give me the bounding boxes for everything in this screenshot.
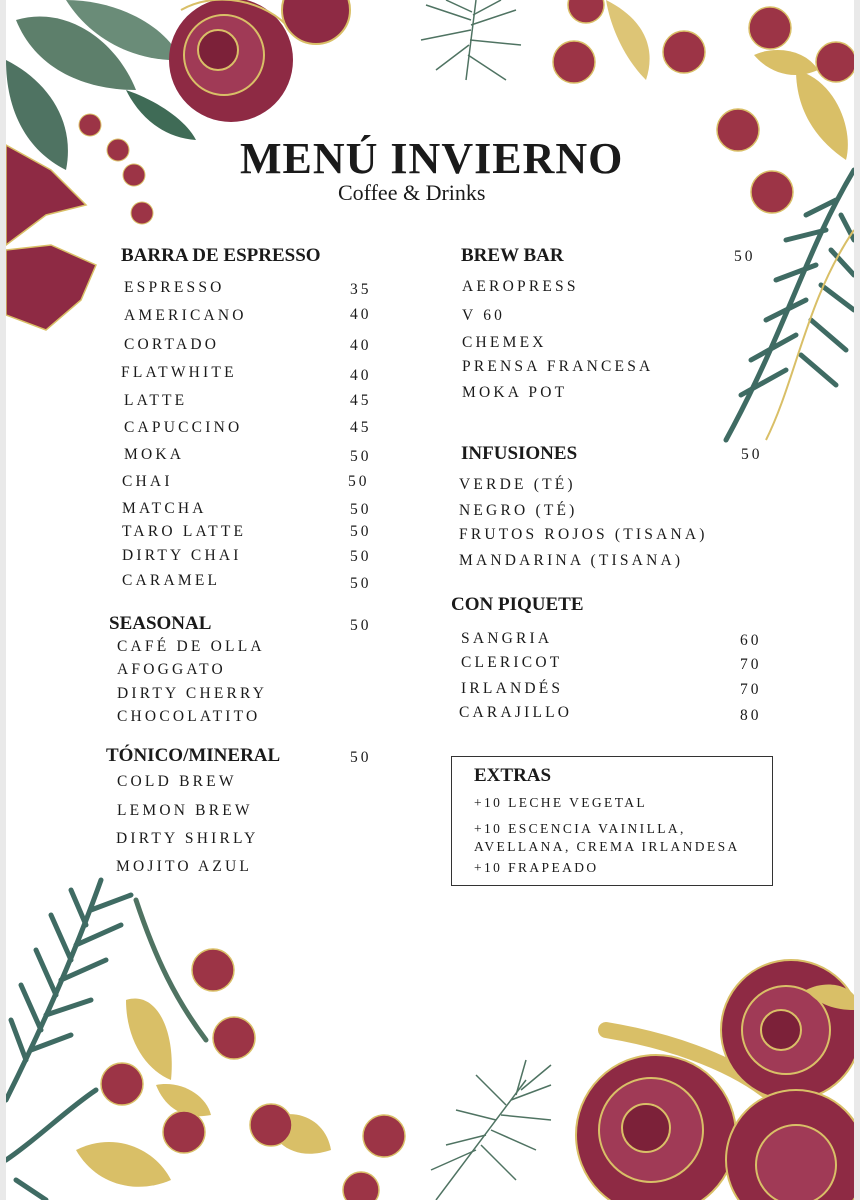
menu-item-name: CORTADO bbox=[124, 336, 220, 353]
menu-item-name: AFOGGATO bbox=[117, 661, 226, 678]
berries-top-left bbox=[79, 114, 153, 224]
menu-item-price: 40 bbox=[350, 306, 372, 323]
extras-line: +10 ESCENCIA VAINILLA, bbox=[474, 821, 686, 836]
menu-item-name: CHEMEX bbox=[462, 334, 547, 351]
menu-item-price: 70 bbox=[740, 681, 762, 698]
menu-item-price: 40 bbox=[350, 367, 372, 384]
roses-bottom-right bbox=[576, 960, 854, 1200]
menu-item-name: ESPRESSO bbox=[124, 279, 225, 296]
section-heading-extras: EXTRAS bbox=[474, 765, 552, 786]
menu-item-price: 50 bbox=[348, 473, 370, 490]
menu-item-name: MOJITO AZUL bbox=[116, 858, 253, 875]
section-heading-tonico: TÓNICO/MINERAL bbox=[106, 745, 281, 766]
menu-item-name: TARO LATTE bbox=[122, 523, 247, 540]
menu-item-price: 50 bbox=[350, 548, 372, 565]
menu-item-name: CAPUCCINO bbox=[124, 419, 243, 436]
menu-item-name: DIRTY CHAI bbox=[122, 547, 242, 564]
menu-item-name: MOKA POT bbox=[462, 384, 568, 401]
menu-item-name: SANGRIA bbox=[461, 630, 553, 647]
extras-line: +10 LECHE VEGETAL bbox=[474, 795, 648, 810]
menu-item-name: CAFÉ DE OLLA bbox=[117, 638, 265, 655]
rose-top-left bbox=[169, 0, 350, 122]
section-price-seasonal: 50 bbox=[350, 617, 372, 634]
menu-item-name: FRUTOS ROJOS (TISANA) bbox=[459, 526, 708, 543]
menu-item-price: 80 bbox=[740, 707, 762, 724]
menu-item-name: CHAI bbox=[122, 473, 173, 490]
lily-flowers-left bbox=[6, 145, 96, 330]
menu-item-name: CARAMEL bbox=[122, 572, 221, 589]
section-heading-seasonal: SEASONAL bbox=[109, 613, 212, 634]
menu-item-price: 35 bbox=[350, 281, 372, 298]
menu-item-price: 45 bbox=[350, 392, 372, 409]
menu-item-name: AEROPRESS bbox=[462, 278, 579, 295]
section-price-brew-bar: 50 bbox=[734, 248, 756, 265]
menu-item-name: PRENSA FRANCESA bbox=[462, 358, 654, 375]
section-price-tonico: 50 bbox=[350, 749, 372, 766]
extras-line: +10 FRAPEADO bbox=[474, 860, 599, 875]
section-heading-con-piquete: CON PIQUETE bbox=[451, 594, 584, 615]
menu-item-name: VERDE (TÉ) bbox=[459, 476, 576, 493]
section-heading-espresso: BARRA DE ESPRESSO bbox=[121, 245, 321, 266]
extras-box bbox=[451, 756, 773, 886]
section-price-infusiones: 50 bbox=[741, 446, 763, 463]
menu-page bbox=[6, 0, 854, 1200]
pine-branch-top bbox=[421, 0, 521, 80]
menu-item-name: LATTE bbox=[124, 392, 188, 409]
section-heading-infusiones: INFUSIONES bbox=[461, 443, 578, 464]
menu-item-name: DIRTY SHIRLY bbox=[116, 830, 259, 847]
menu-item-name: LEMON BREW bbox=[117, 802, 253, 819]
menu-item-name: DIRTY CHERRY bbox=[117, 685, 268, 702]
menu-item-name: FLATWHITE bbox=[121, 364, 237, 381]
menu-item-price: 40 bbox=[350, 337, 372, 354]
menu-item-price: 50 bbox=[350, 448, 372, 465]
menu-item-name: COLD BREW bbox=[117, 773, 237, 790]
menu-item-name: MANDARINA (TISANA) bbox=[459, 552, 684, 569]
section-heading-brew-bar: BREW BAR bbox=[461, 245, 564, 266]
extras-line: AVELLANA, CREMA IRLANDESA bbox=[474, 839, 740, 854]
menu-item-name: CHOCOLATITO bbox=[117, 708, 261, 725]
menu-item-name: AMERICANO bbox=[124, 307, 247, 324]
menu-item-name: CLERICOT bbox=[461, 654, 563, 671]
menu-item-price: 70 bbox=[740, 656, 762, 673]
menu-item-name: MATCHA bbox=[122, 500, 207, 517]
menu-item-name: V 60 bbox=[462, 307, 506, 324]
menu-item-name: IRLANDÉS bbox=[461, 680, 564, 697]
menu-item-price: 50 bbox=[350, 523, 372, 540]
fern-right bbox=[726, 170, 854, 440]
holly-leaves-top-left bbox=[6, 0, 196, 170]
menu-title: MENÚ INVIERNO bbox=[240, 134, 624, 183]
menu-item-price: 45 bbox=[350, 419, 372, 436]
menu-item-price: 50 bbox=[350, 575, 372, 592]
menu-item-price: 60 bbox=[740, 632, 762, 649]
menu-subtitle: Coffee & Drinks bbox=[338, 180, 486, 205]
menu-item-name: CARAJILLO bbox=[459, 704, 573, 721]
menu-item-name: NEGRO (TÉ) bbox=[459, 502, 578, 519]
menu-item-name: MOKA bbox=[124, 446, 185, 463]
pine-branch-bottom bbox=[431, 1060, 551, 1200]
menu-item-price: 50 bbox=[350, 501, 372, 518]
